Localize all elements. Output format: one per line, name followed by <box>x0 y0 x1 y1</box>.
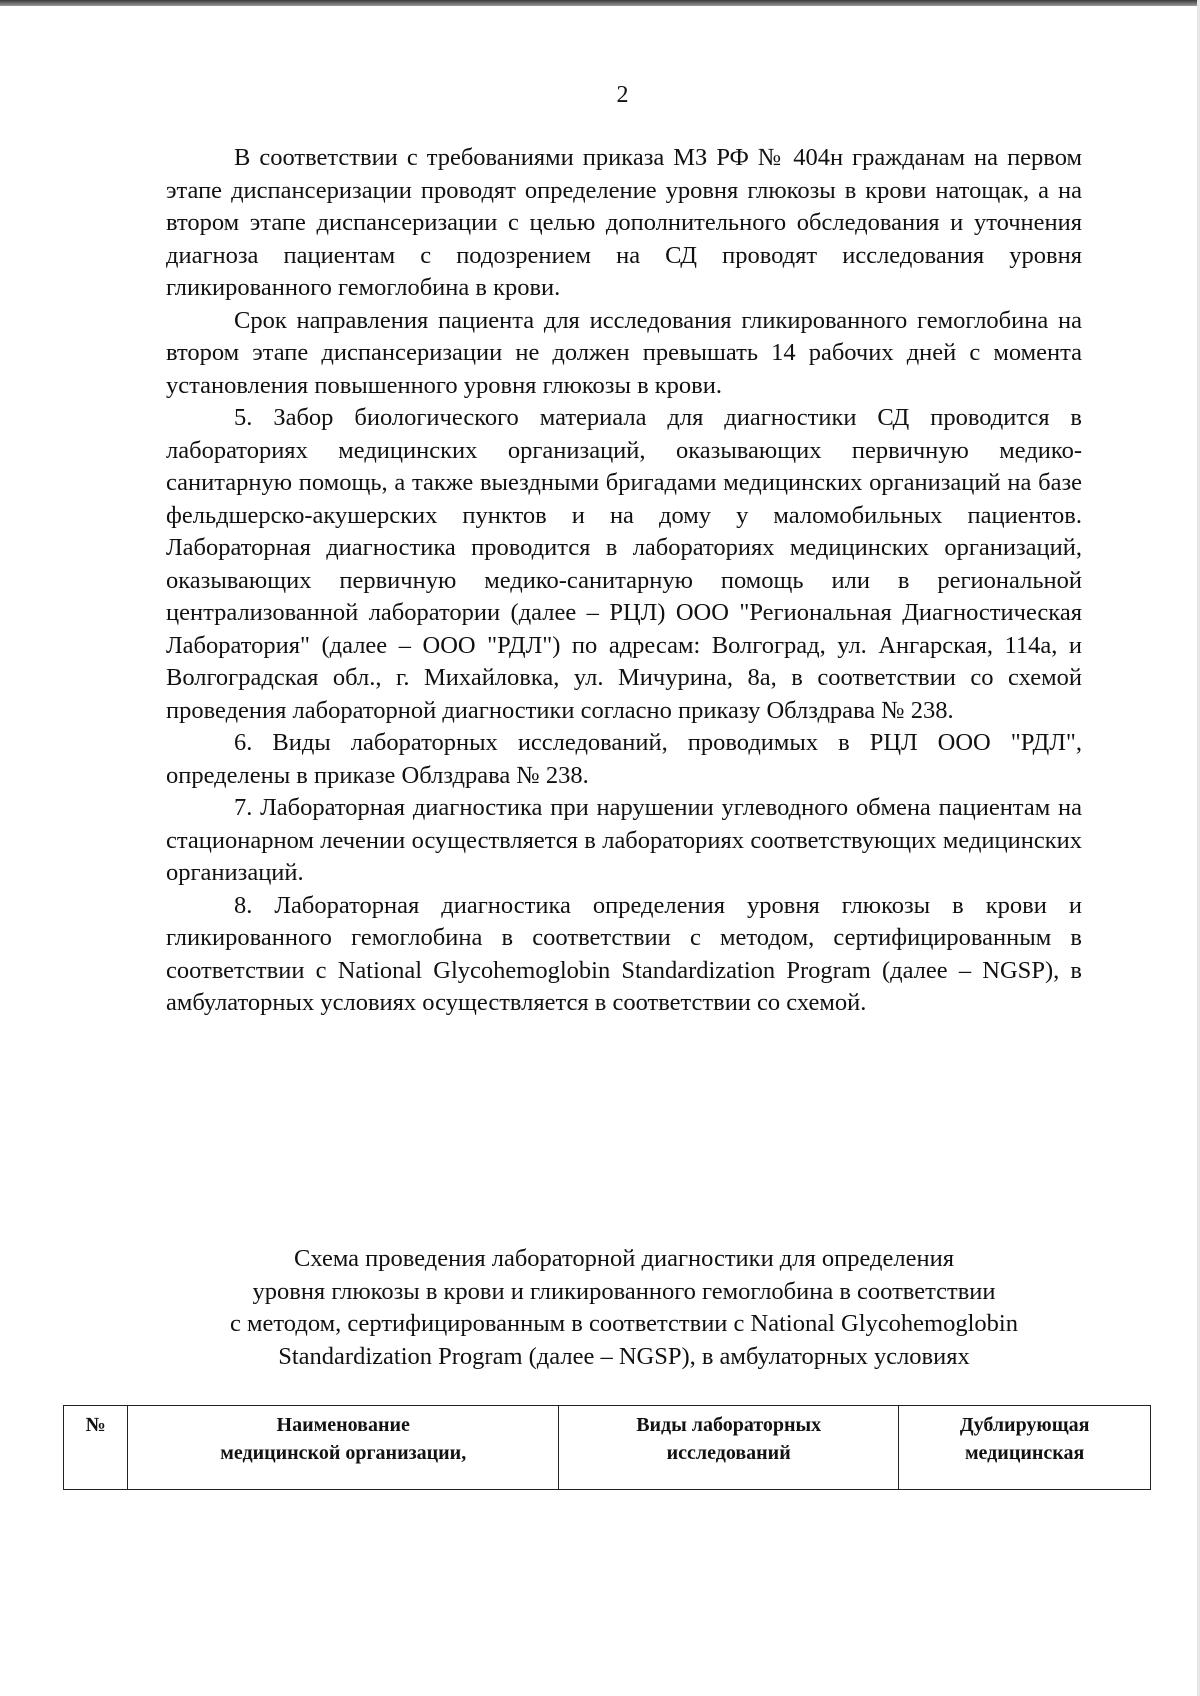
header-lab-test-types-line2: исследований <box>666 1442 791 1464</box>
schema-title-line: с методом, сертифицированным в соответствии с National Glycohemoglobin <box>230 1310 1018 1337</box>
schema-title-line: Схема проведения лабораторной диагностики для определения <box>293 1245 954 1272</box>
header-number <box>64 1406 128 1490</box>
header-backup-organization <box>899 1406 1151 1490</box>
paragraph-item-6: 6. Виды лабораторных исследований, проводимых в РЦЛ ООО "РДЛ", определены в приказе Облздрава № 238. <box>166 729 1082 789</box>
schema-title-line: Standardization Program (далее – NGSP), в амбулаторных условиях <box>278 1342 970 1370</box>
body-text <box>166 142 1082 1020</box>
header-organization-name-line2: медицинской организации, <box>220 1442 467 1464</box>
schema-table-header <box>64 1406 1151 1490</box>
paragraph-referral-term: Срок направления пациента для исследования гликированного гемоглобина на втором этапе диспансеризации не должен превышать 14 рабочих дней с момента установления повышенного уровня глюкозы в крови. <box>166 306 1082 399</box>
schema-title-line: уровня глюкозы в крови и гликированного гемоглобина в соответствии <box>252 1277 996 1305</box>
header-lab-test-types <box>559 1406 899 1490</box>
paragraph-item-7: 7. Лабораторная диагностика при нарушении углеводного обмена пациентам на стационарном лечении осуществляется в лабораториях соответствующих медицинских организаций. <box>166 794 1082 886</box>
header-backup-organization-line1: Дублирующая <box>959 1414 1090 1436</box>
header-lab-test-types-line1: Виды лабораторных <box>636 1414 822 1436</box>
header-organization-name-line1: Наименование <box>276 1414 410 1436</box>
header-organization-name <box>128 1406 559 1490</box>
paragraph-item-5: 5. Забор биологического материала для диагностики СД проводится в лабораториях медицинских организаций, оказывающих первичную медико-санитарную помощь, а также выездными бригадами медицинских организаций на базе фельдшерско-акушерских пунктов и на дому у маломобильных пациентов. Лабораторная диагностика проводится в лабораториях медицинских организаций, оказывающих первичную медико-санитарную помощь или в региональной централизованной лаборатории (далее – РЦЛ) ООО "Региональная Диагностическая Лаборатория" (далее – ООО "РДЛ") по адресам: Волгоград, ул. Ангарская, 114а, и Волгоградская обл., г. Михайловка, ул. Мичурина, 8а, в соответствии со схемой проведения лабораторной диагностики согласно приказу Облздрава № 238. <box>166 404 1082 724</box>
header-backup-organization-line2: медицинская <box>964 1442 1085 1464</box>
schema-title <box>166 1243 1082 1373</box>
paragraph-item-8: 8. Лабораторная диагностика определения уровня глюкозы в крови и гликированного гемоглобина в соответствии с методом, сертифицированным в соответствии с National Glycohemoglobin Standardization Program (далее – NGSP), в амбулаторных условиях осуществляется в соответствии со схемой. <box>166 891 1082 1016</box>
scan-top-edge <box>0 0 1200 6</box>
page-number: 2 <box>616 82 629 108</box>
paragraph-order-404n: В соответствии с требованиями приказа МЗ РФ № 404н гражданам на первом этапе диспансеризации проводят определение уровня глюкозы в крови натощак, а на втором этапе диспансеризации с целью дополнительного обследования и уточнения диагноза пациентам с подозрением на СД проводят исследования уровня гликированного гемоглобина в крови. <box>166 144 1082 301</box>
header-number-line1: № <box>85 1414 106 1436</box>
schema-table-header-row <box>64 1406 1151 1490</box>
schema-table <box>63 1405 1151 1490</box>
